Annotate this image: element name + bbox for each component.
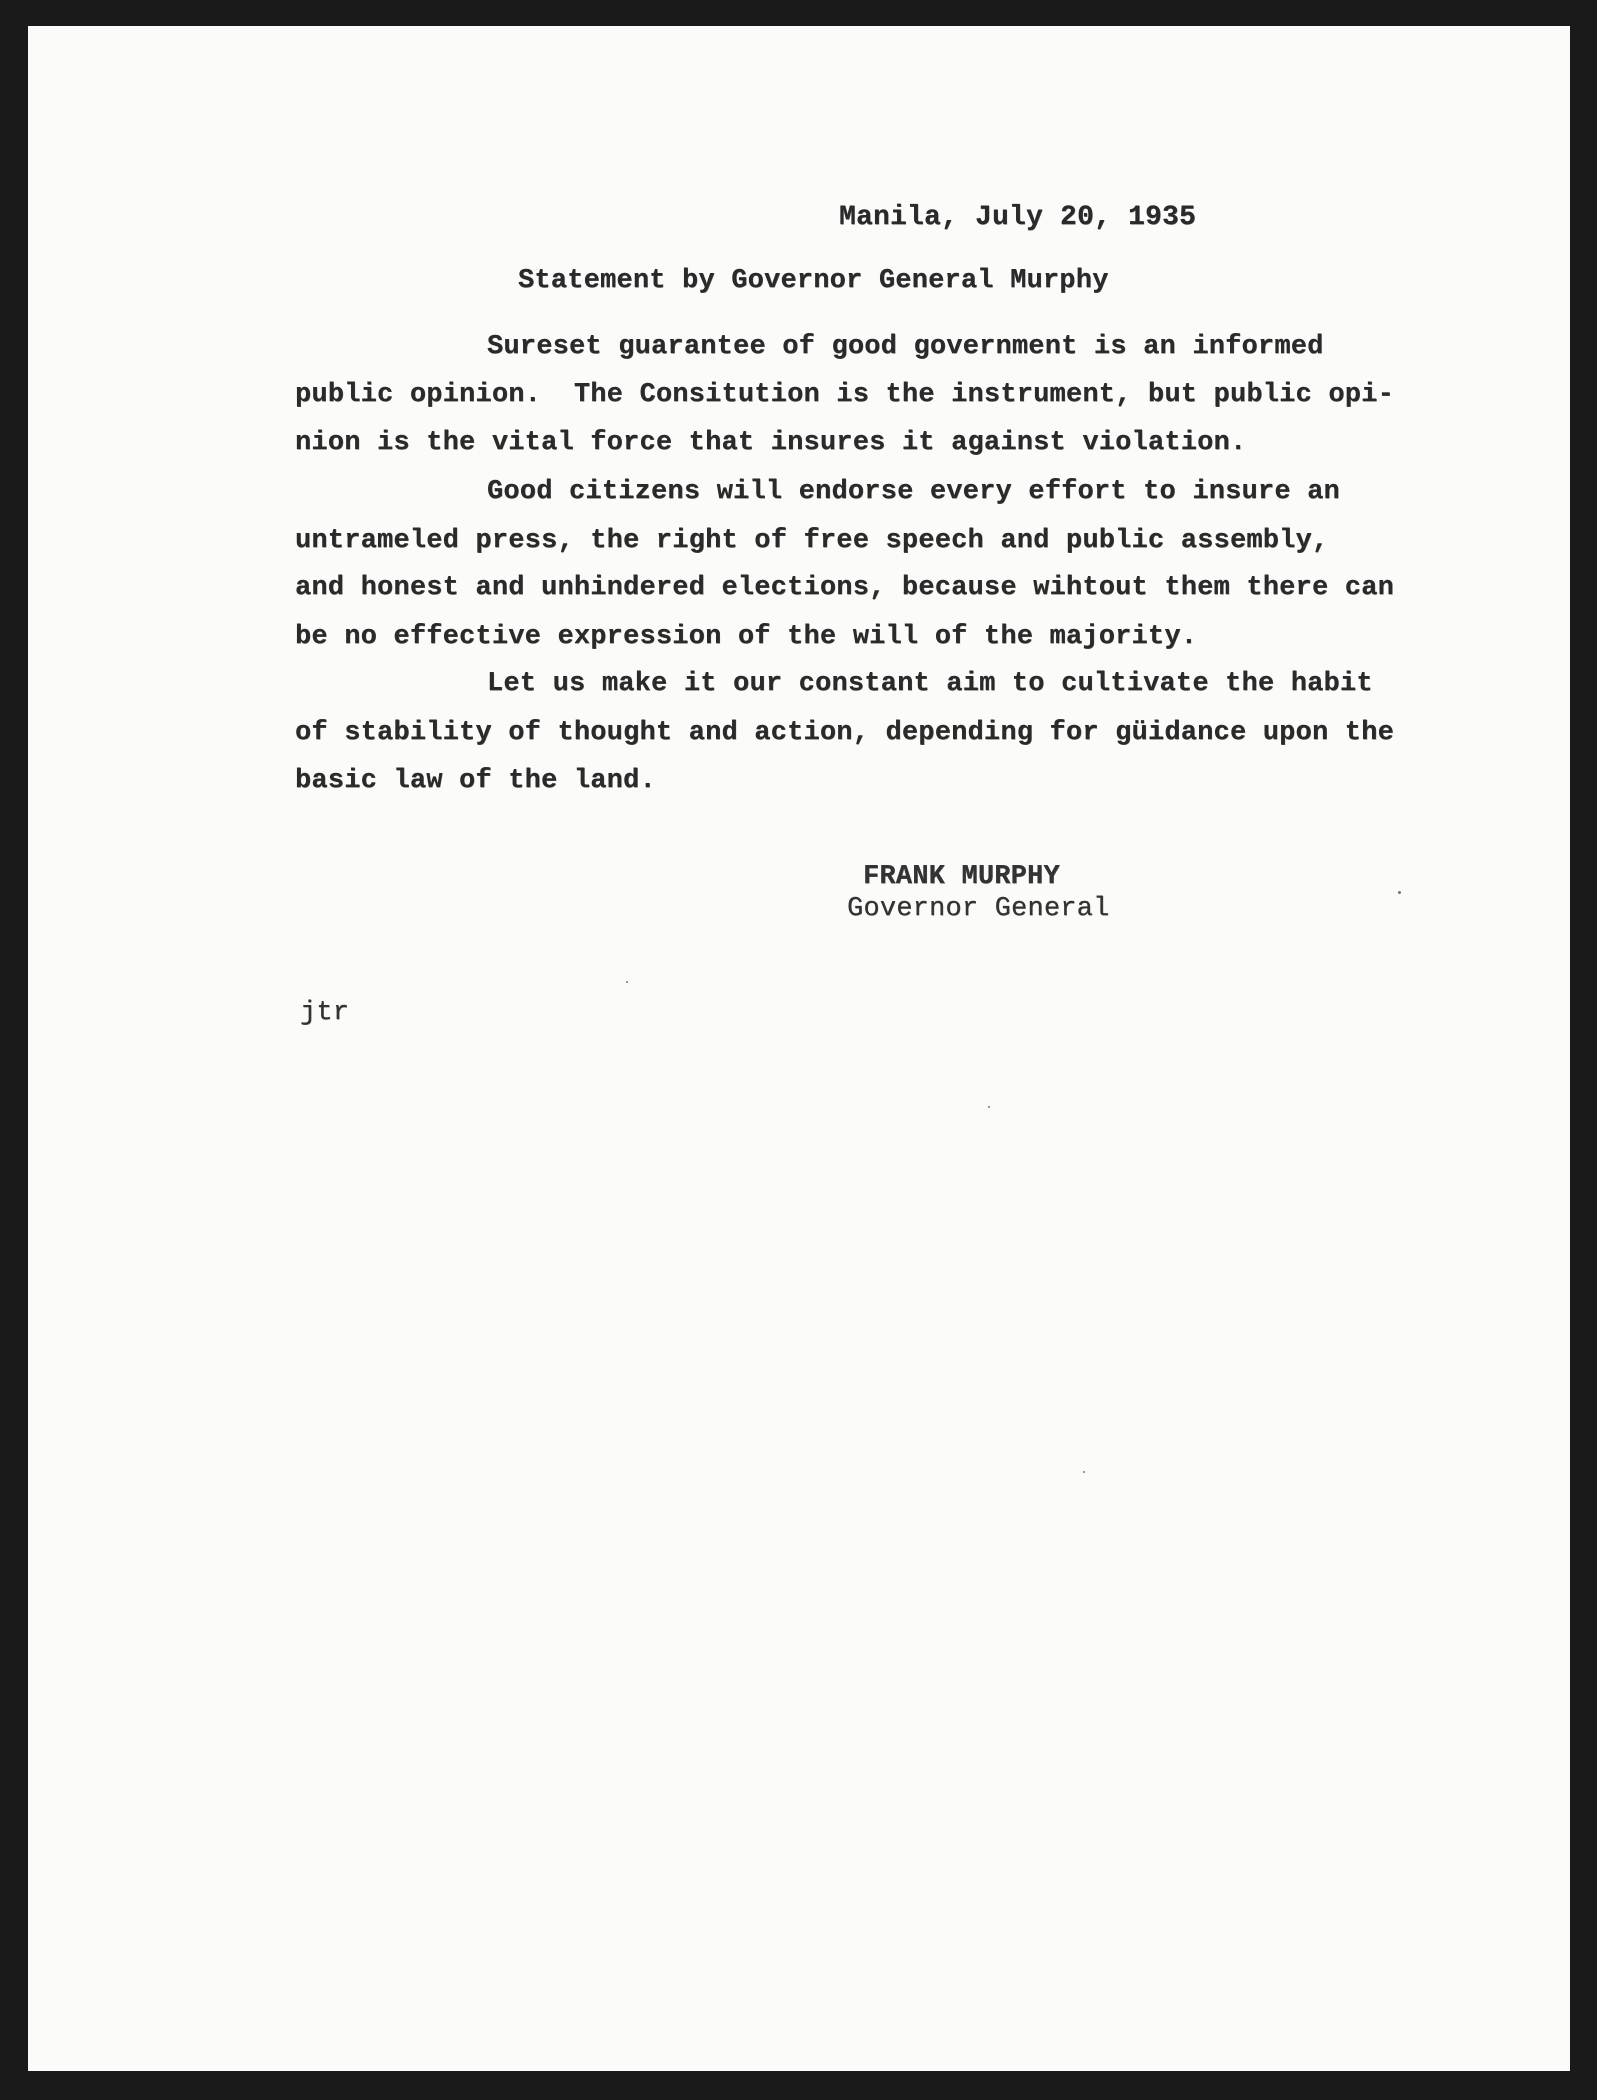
signature-title: Governor General (847, 894, 1110, 924)
body-line: of stability of thought and action, depending for güidance upon the (295, 718, 1394, 748)
dateline: Manila, July 20, 1935 (839, 202, 1197, 233)
scan-speck (1398, 891, 1401, 894)
body-line: be no effective expression of the will of the majority. (295, 622, 1198, 652)
body-line: public opinion. The Consitution is the instrument, but public opi- (295, 380, 1394, 410)
body-line: and honest and unhindered elections, because wihtout them there can (295, 573, 1394, 603)
typist-initials: jtr (300, 998, 350, 1028)
scan-speck (626, 981, 628, 983)
body-line: Let us make it our constant aim to cultivate the habit (487, 669, 1373, 699)
signature-name: FRANK MURPHY (863, 862, 1060, 892)
scan-speck (988, 1106, 990, 1108)
body-line: Sureset guarantee of good government is an informed (487, 332, 1324, 362)
body-line: untrameled press, the right of free speech and public assembly, (295, 526, 1329, 556)
scan-speck (1083, 1471, 1085, 1473)
body-line: nion is the vital force that insures it against violation. (295, 428, 1247, 458)
body-line: Good citizens will endorse every effort to insure an (487, 477, 1340, 507)
statement-title: Statement by Governor General Murphy (518, 266, 1109, 296)
body-line: basic law of the land. (295, 766, 656, 796)
